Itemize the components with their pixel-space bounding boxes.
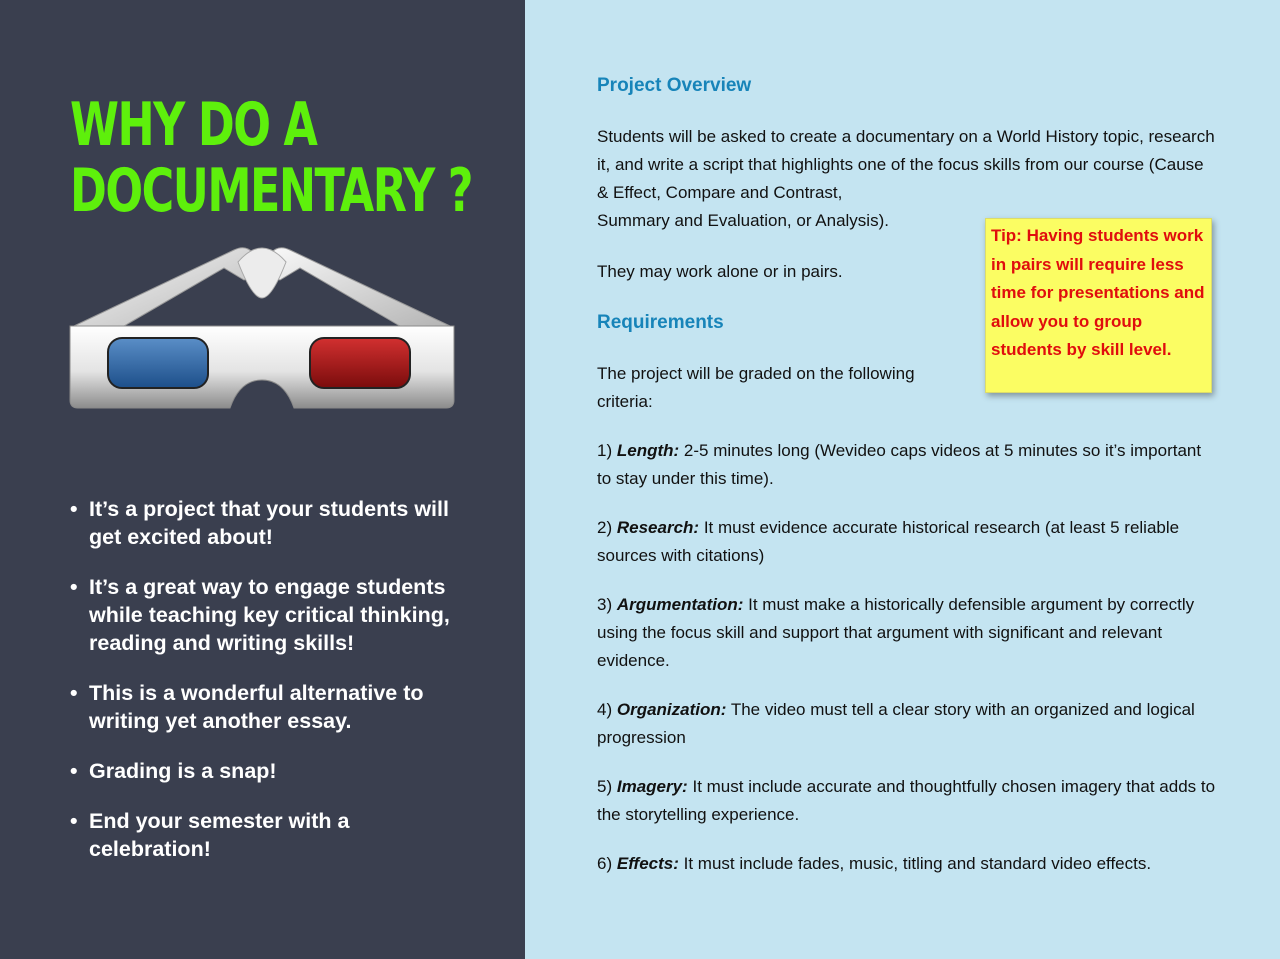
benefits-list: [70, 495, 470, 885]
criterion-number: 6): [597, 854, 613, 873]
tip-note: Tip: Having students work in pairs will require less time for presentations and allow you to group students by skill level.: [985, 218, 1212, 393]
criterion-text: It must include fades, music, titling and standard video effects.: [683, 854, 1152, 873]
overview-text-2: Summary and Evaluation, or Analysis).: [597, 211, 889, 230]
criterion-text: 2-5 minutes long (Wevideo caps videos at 5 minutes so it’s important to stay under this time).: [597, 441, 1202, 488]
criterion-number: 4): [597, 700, 613, 719]
list-item: • It’s a project that your students will get excited about!: [70, 495, 470, 551]
title-line-2: DOCUMENTARY ?: [70, 156, 473, 226]
overview-text-1: Students will be asked to create a documentary on a World History topic, research it, and write a script that highlights one of the focus skills from our course (Cause & Effect, Compare and Contrast,: [597, 127, 1215, 202]
criterion-label: Organization:: [616, 700, 727, 719]
graded-text-2: criteria:: [597, 392, 653, 411]
title-line-1: WHY DO A: [70, 90, 317, 160]
criterion-label: Research:: [616, 518, 700, 537]
criterion-label: Effects:: [616, 854, 679, 873]
criterion-text: It must include accurate and thoughtfully chosen imagery that adds to the storytelling experience.: [597, 777, 1216, 824]
criterion-research: [597, 514, 1217, 570]
criterion-effects: [597, 850, 1217, 878]
criterion-length: [597, 437, 1217, 493]
criterion-label: Argumentation:: [616, 595, 744, 614]
criterion-imagery: [597, 773, 1217, 829]
criterion-label: Imagery:: [616, 777, 688, 796]
content-column: [597, 72, 1217, 878]
criterion-label: Length:: [616, 441, 680, 460]
criterion-text: It must make a historically defensible argument by correctly using the focus skill and support that argument with significant and relevant evidence.: [597, 595, 1195, 670]
criterion-number: 3): [597, 595, 613, 614]
list-item: • End your semester with a celebration!: [70, 807, 470, 863]
list-item: • Grading is a snap!: [70, 757, 470, 785]
criterion-number: 2): [597, 518, 613, 537]
criterion-organization: [597, 696, 1217, 752]
graded-text-1: The project will be graded on the following: [597, 364, 915, 383]
overview-heading: Project Overview: [597, 75, 752, 96]
criterion-text: It must evidence accurate historical research (at least 5 reliable sources with citations): [597, 518, 1180, 565]
list-item: • It’s a great way to engage students while teaching key critical thinking, reading and writing skills!: [70, 573, 470, 657]
left-panel: [0, 0, 525, 959]
criterion-text: The video must tell a clear story with an organized and logical progression: [597, 700, 1195, 747]
requirements-heading: Requirements: [597, 312, 724, 333]
list-item: • This is a wonderful alternative to writing yet another essay.: [70, 679, 470, 735]
pairs-text: They may work alone or in pairs.: [597, 262, 843, 281]
page-title: [70, 90, 473, 226]
criterion-number: 1): [597, 441, 613, 460]
criterion-argumentation: [597, 591, 1217, 675]
criterion-number: 5): [597, 777, 613, 796]
3d-glasses-icon: [66, 240, 458, 415]
